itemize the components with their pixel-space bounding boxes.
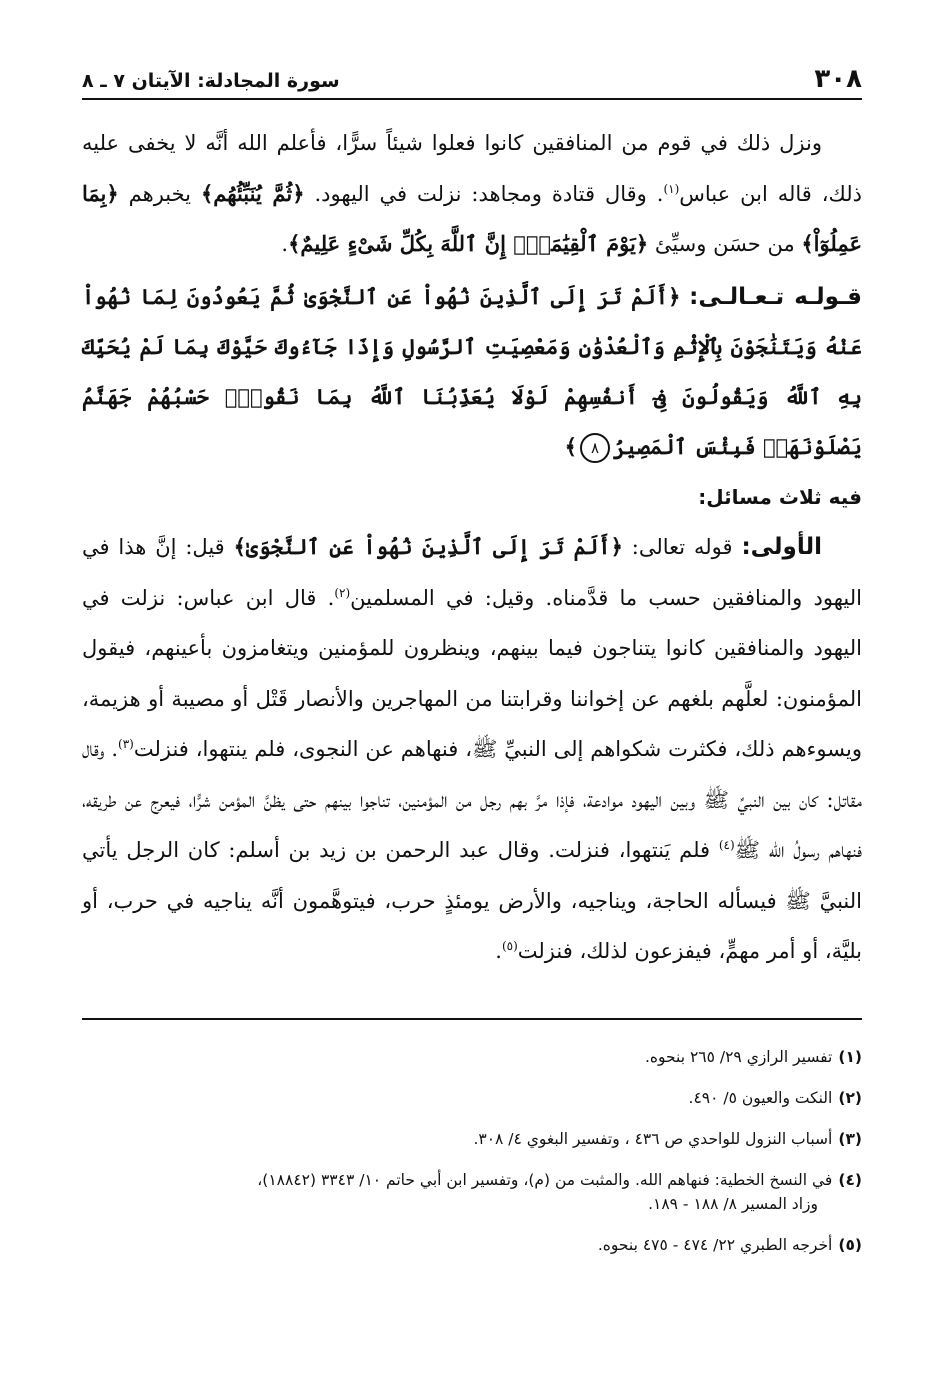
footnote-separator: [82, 1018, 862, 1020]
ayah-number-marker: ٨: [580, 433, 610, 463]
footnote-ref-5: (٥): [501, 939, 518, 953]
text-run: يخبرهم: [118, 181, 201, 206]
text-run: .: [281, 232, 289, 256]
quran-quote: ﴿ثُمَّ يُنَبِّئُهُم﴾: [200, 180, 305, 206]
verse-lead: قـولـه تـعـالـى:: [689, 283, 862, 310]
footnote-ref-1: (١): [663, 181, 680, 196]
section-heading-paragraph: [82, 472, 862, 523]
footnote-number: (٣): [838, 1130, 862, 1148]
running-title: سورة المجادلة: الآيتان ٧ ـ ٨: [82, 70, 340, 92]
text-run: .: [495, 939, 502, 963]
text-run: قوله تعالى:: [622, 535, 742, 559]
text-run: ونزل ذلك في قوم من المنافقين كانوا فعلوا شيئاً سرًّا، فأعلم الله أنَّه لا يخفى عليه ذلك، قاله ابن عباس: [82, 131, 862, 206]
text-run: . قال ابن عباس: نزلت في اليهود والمنافقين كانوا يتناجون فيما بينهم، وينظرون للمؤمنين ويتغامزون بأعينهم، فيقول المؤمنون: لعلَّهم بلغهم عن إخواننا وقرابتنا من المهاجرين والأنصار قَتْل أو مصيبة أو هزيمة، ويسوءهم ذلك، فكثرت شكواهم إلى النبيِّ ﷺ، فنهاهم عن النجوى، فلم ينتهوا، فنزلت: [82, 585, 863, 761]
text-run: . وقال قتادة ومجاهد: نزلت في اليهود.: [304, 181, 664, 206]
footnote-ref-2: (٢): [334, 585, 351, 600]
footnotes: [82, 1045, 862, 1274]
paragraph-intro: [82, 118, 862, 270]
verse-block: [82, 272, 862, 472]
paragraph-first-issue: [82, 522, 862, 977]
footnote-number: (٢): [838, 1089, 862, 1107]
footnote-item: [82, 1233, 862, 1257]
footnote-number: (٥): [838, 1236, 862, 1254]
quran-quote: ﴿يَوْمَ ٱلْقِيَٰمَةِۚ إِنَّ ٱللَّهَ بِكُلِّ شَىْءٍ عَلِيمٌ﴾: [288, 231, 649, 256]
verse-close: ﴾: [564, 433, 577, 459]
section-heading: فيه ثلاث مسائل:: [698, 484, 862, 509]
footnote-ref-4: (٤): [718, 838, 735, 852]
text-run: . وقال مقاتل: كان بين النبيِّ ﷺ وبين اليهود موادعة، فإذا مرَّ بهم رجل من المؤمنين، تناجوا بينهم حتى يظنَّ المؤمن شرًّا، فيعرج عن طريقه، فنهاهم رسولُ الله ﷺ: [82, 737, 862, 862]
quran-quote: ﴿أَلَمْ تَرَ إِلَى ٱلَّذِينَ نُهُواْ عَنِ ٱلنَّجْوَىٰ﴾: [233, 534, 623, 559]
text-run: من حسَن وسيِّئ: [648, 232, 802, 256]
footnote-item: [82, 1168, 862, 1216]
issue-label: الأولى:: [741, 534, 822, 560]
footnote-item: [82, 1086, 862, 1110]
footnote-item: [82, 1127, 862, 1151]
footnote-text: أخرجه الطبري ٢٢/ ٤٧٤ - ٤٧٥ بنحوه.: [597, 1236, 833, 1254]
footnote-item: [82, 1045, 862, 1069]
footnote-text: أسباب النزول للواحدي ص ٤٣٦ ، وتفسير البغوي ٤/ ٣٠٨.: [473, 1130, 833, 1148]
page-header: [82, 60, 862, 100]
footnote-text: النكت والعيون ٥/ ٤٩٠.: [688, 1089, 833, 1107]
main-text: [82, 118, 862, 977]
footnote-text: في النسخ الخطية: فنهاهم الله. والمثبت من (م)، وتفسير ابن أبي حاتم ١٠/ ٣٣٤٣ (١٨٨٤٢)،: [257, 1171, 833, 1189]
verse-text: ﴿أَلَمْ تَرَ إِلَى ٱلَّذِينَ نُهُواْ عَنِ ٱلنَّجْوَىٰ ثُمَّ يَعُودُونَ لِمَا نُهُواْ عَنْهُ وَيَتَنَٰجَوْنَ بِٱلْإِثْمِ وَٱلْعُدْوَٰنِ وَمَعْصِيَتِ ٱلرَّسُولِ وَإِذَا جَآءُوكَ حَيَّوْكَ بِمَا لَمْ يُحَيِّكَ بِهِ ٱللَّهُ وَيَقُولُونَ فِىٓ أَنفُسِهِمْ لَوْلَا يُعَذِّبُنَا ٱللَّهُ بِمَا نَقُولُۚ حَسْبُهُمْ جَهَنَّمُ يَصْلَوْنَهَاۖ فَبِئْسَ ٱلْمَصِيرُ: [82, 283, 862, 459]
page-number: ٣٠٨: [814, 64, 862, 94]
footnote-ref-3: (٣): [118, 737, 134, 751]
book-page: [82, 60, 863, 1254]
quran-quote: ﴿بِمَا عَمِلُوٓاْ﴾: [82, 180, 862, 256]
footnote-text: تفسير الرازي ٢٩/ ٢٦٥ بنحوه.: [644, 1048, 833, 1066]
text-run: فلم يَنتهوا، فنزلت. وقال عبد الرحمن بن زيد بن أسلم: كان الرجل يأتي النبيَّ ﷺ فيسأله الحاجة، ويناجيه، والأرض يومئذٍ حرب، فيتوهَّمون أنَّه يناجيه في حرب، أو بليَّة، أو أمر مهمٍّ، فيفزعون لذلك، فنزلت: [82, 838, 862, 963]
text-run: قيل: إنَّ هذا في اليهود والمنافقين حسب ما قدَّمناه. وقيل: في المسلمين: [82, 535, 862, 610]
footnote-number: (١): [838, 1048, 862, 1066]
footnote-continuation: وزاد المسير ٨/ ١٨٨ - ١٨٩.: [648, 1195, 818, 1213]
footnote-number: (٤): [838, 1171, 862, 1189]
